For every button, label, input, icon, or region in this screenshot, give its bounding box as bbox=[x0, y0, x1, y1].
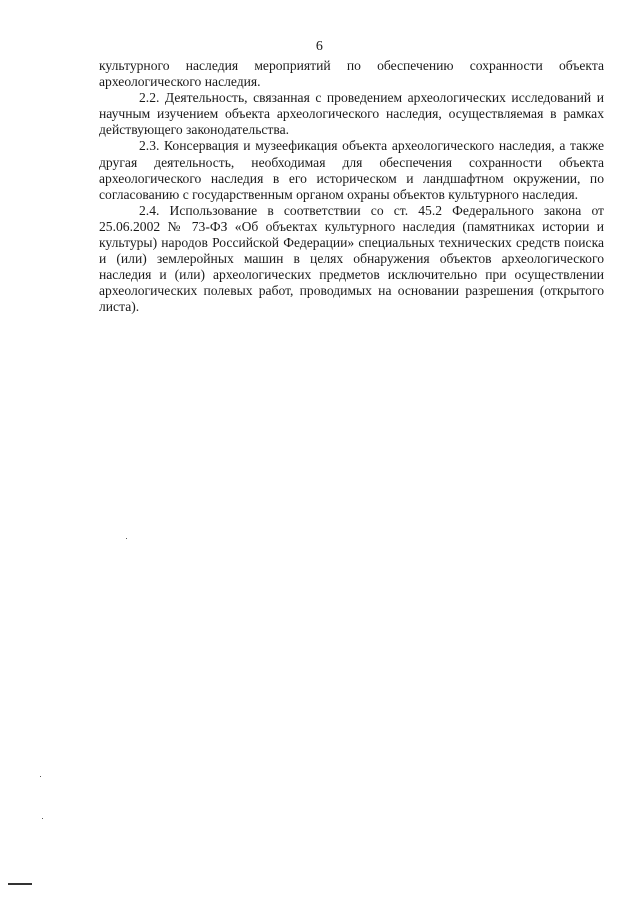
scan-speck bbox=[42, 818, 43, 819]
document-body bbox=[99, 58, 604, 316]
paragraph-2-3: 2.3. Консервация и музеефикация объекта археологического наследия, а также другая деятельность, необходимая для обеспечения сохранности объекта археологического наследия в его историческом и ландшафтном окружении, по согласованию с государственным органом охраны объектов культурного наследия. bbox=[99, 138, 604, 202]
scan-speck bbox=[40, 776, 41, 777]
page-number: 6 bbox=[315, 39, 324, 54]
scan-speck bbox=[126, 538, 127, 539]
scan-edge-mark bbox=[8, 883, 32, 885]
paragraph-2-4: 2.4. Использование в соответствии со ст. 45.2 Федерального закона от 25.06.2002 № 73-ФЗ «Об объектах культурного наследия (памятниках истории и культуры) народов Российской Федерации» специальных технических средств поиска и (или) землеройных машин в целях обнаружения объектов археологического наследия и (или) археологических предметов исключительно при осуществлении археологических полевых работ, проводимых на основании разрешения (открытого листа). bbox=[99, 202, 604, 315]
paragraph-2-2: 2.2. Деятельность, связанная с проведением археологических исследований и научным изучением объекта археологического наследия, осуществляемая в рамках действующего законодательства. bbox=[99, 90, 604, 138]
paragraph-continuation: культурного наследия мероприятий по обеспечению сохранности объекта археологического наследия. bbox=[99, 58, 604, 90]
